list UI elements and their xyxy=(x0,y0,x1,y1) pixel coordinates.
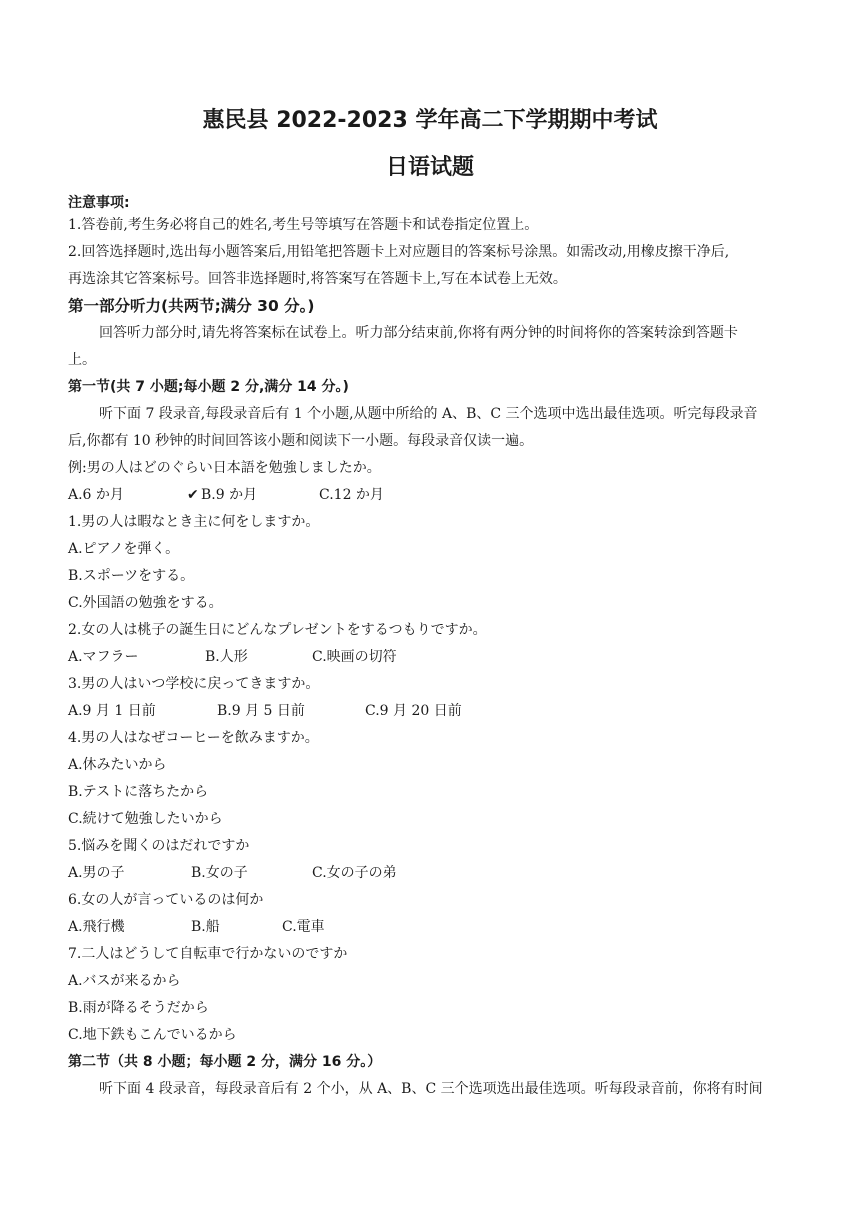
question-5-option-b: B.女の子 xyxy=(191,865,248,881)
example-question: 例:男の人はどのぐらい日本語を勉強しましたか。 xyxy=(68,460,381,476)
question-5-option-c: C.女の子の弟 xyxy=(312,865,397,881)
question-7-option-c: C.地下鉄もこんでいるから xyxy=(68,1027,237,1043)
question-4-option-a: A.休みたいから xyxy=(68,757,167,773)
check-mark-icon: ✔ xyxy=(187,487,199,503)
section1-intro-line-1: 听下面 7 段录音,每段录音后有 1 个小题,从题中所给的 A、B、C 三个选项中选出最佳选项。听完每段录音 xyxy=(99,406,758,422)
question-5-option-a: A.男の子 xyxy=(68,865,125,881)
question-2: 2.女の人は桃子の誕生日にどんなプレゼントをするつもりですか。 xyxy=(68,622,487,638)
question-3-option-b: B.9 月 5 日前 xyxy=(217,703,305,719)
question-3-option-a: A.9 月 1 日前 xyxy=(68,703,156,719)
question-2-option-b: B.人形 xyxy=(205,649,248,665)
section2-intro-line-1: 听下面 4 段录音，每段录音后有 2 个小，从 A、B、C 三个选项选出最佳选项。听每段录音前，你将有时间 xyxy=(99,1081,763,1097)
question-7: 7.二人はどうして自転車で行かないのですか xyxy=(68,946,348,962)
question-6-option-a: A.飛行機 xyxy=(68,919,125,935)
question-6: 6.女の人が言っているのは何か xyxy=(68,892,264,908)
question-1-option-c: C.外国語の勉強をする。 xyxy=(68,595,223,611)
part1-intro-line-1: 回答听力部分时,请先将答案标在试卷上。听力部分结束前,你将有两分钟的时间将你的答案转涂到答题卡 xyxy=(99,325,738,341)
question-3-option-c: C.9 月 20 日前 xyxy=(365,703,462,719)
part1-heading: 第一部分听力(共两节;满分 30 分。) xyxy=(68,297,315,315)
question-6-option-b: B.船 xyxy=(191,919,220,935)
question-6-option-c: C.電車 xyxy=(282,919,325,935)
notice-item-2-line-1: 2.回答选择题时,选出每小题答案后,用铅笔把答题卡上对应题目的答案标号涂黑。如需改动,用橡皮擦干净后, xyxy=(68,244,730,260)
question-5: 5.悩みを聞くのはだれですか xyxy=(68,838,250,854)
exam-title: 惠民县 2022-2023 学年高二下学期期中考试 xyxy=(202,108,658,133)
example-option-c: C.12 か月 xyxy=(319,487,384,503)
part1-intro-line-2: 上。 xyxy=(68,352,96,368)
example-option-a: A.6 か月 xyxy=(68,487,124,503)
section2-heading: 第二节（共 8 小题；每小题 2 分，满分 16 分。） xyxy=(68,1054,382,1070)
notice-heading: 注意事项: xyxy=(68,195,130,211)
question-1: 1.男の人は暇なとき主に何をしますか。 xyxy=(68,514,320,530)
question-3: 3.男の人はいつ学校に戻ってきますか。 xyxy=(68,676,320,692)
question-4-option-b: B.テストに落ちたから xyxy=(68,784,209,800)
question-4-option-c: C.続けて勉強したいから xyxy=(68,811,223,827)
example-option-b: B.9 か月 xyxy=(201,487,258,503)
question-1-option-a: A.ピアノを弾く。 xyxy=(68,541,180,557)
question-7-option-b: B.雨が降るそうだから xyxy=(68,1000,209,1016)
question-2-option-c: C.映画の切符 xyxy=(312,649,397,665)
section1-heading: 第一节(共 7 小题;每小题 2 分,满分 14 分。) xyxy=(68,379,349,395)
section1-intro-line-2: 后,你都有 10 秒钟的时间回答该小题和阅读下一小题。每段录音仅读一遍。 xyxy=(68,433,534,449)
exam-subtitle: 日语试题 xyxy=(385,155,474,180)
notice-item-2-line-2: 再选涂其它答案标号。回答非选择题时,将答案写在答题卡上,写在本试卷上无效。 xyxy=(68,271,567,287)
question-1-option-b: B.スポーツをする。 xyxy=(68,568,195,584)
question-2-option-a: A.マフラー xyxy=(68,649,139,665)
question-4: 4.男の人はなぜコーヒーを飲みますか。 xyxy=(68,730,319,746)
question-7-option-a: A.バスが来るから xyxy=(68,973,181,989)
notice-item-1: 1.答卷前,考生务必将自己的姓名,考生号等填写在答题卡和试卷指定位置上。 xyxy=(68,217,539,233)
